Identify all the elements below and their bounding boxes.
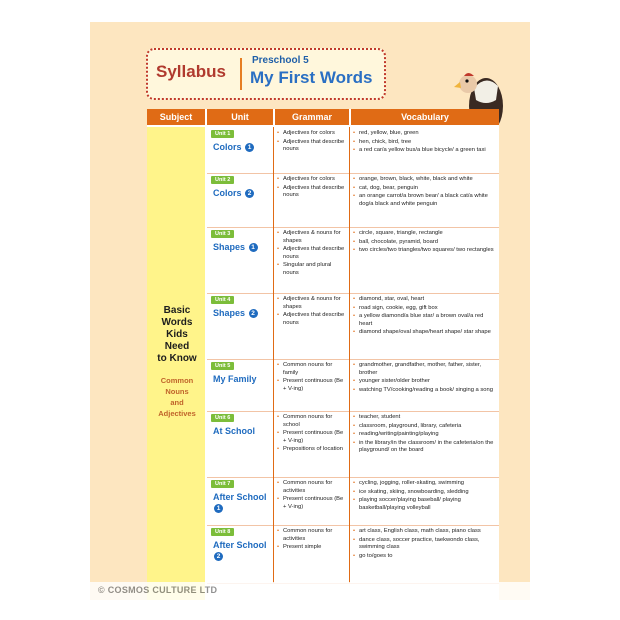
vocabulary-list (353, 230, 497, 256)
grammar-item: • Adjectives & nouns for shapes (277, 230, 347, 245)
vocabulary-item: • go to/goes to (353, 553, 497, 561)
vocabulary-list (353, 176, 497, 209)
grammar-item: • Adjectives & nouns for shapes (277, 296, 347, 311)
header-grammar: Grammar (275, 109, 349, 125)
grammar-list (277, 362, 347, 394)
column-divider (273, 173, 274, 227)
unit-name (213, 374, 257, 385)
vocabulary-item: • in the library/in the classroom/ in the cafeteria/on the playground/ on the board (353, 440, 497, 455)
vocabulary-item: • diamond shape/oval shape/heart shape/ star shape (353, 329, 497, 337)
column-divider (349, 227, 350, 293)
vocabulary-item: • circle, square, triangle, rectangle (353, 230, 497, 238)
vocabulary-item: • cycling, jogging, roller-skating, swimming (353, 480, 497, 488)
unit-cell (207, 411, 273, 477)
unit-name (213, 426, 255, 437)
unit-row (207, 411, 499, 478)
vocabulary-list (353, 362, 497, 395)
unit-name-text: After School (213, 540, 267, 550)
vocabulary-item: • grandmother, grandfather, mother, father, sister, brother (353, 362, 497, 377)
vocabulary-item: • art class, English class, math class, piano class (353, 528, 497, 536)
column-divider (273, 477, 274, 525)
column-divider (273, 359, 274, 411)
column-divider (273, 127, 274, 173)
unit-row (207, 477, 499, 526)
unit-tag: Unit 1 (211, 130, 234, 138)
vocabulary-item: • teacher, student (353, 414, 497, 422)
vocabulary-list (353, 414, 497, 456)
unit-name (213, 492, 273, 514)
grammar-list (277, 528, 347, 553)
column-divider (349, 411, 350, 477)
unit-name-text: After School (213, 492, 267, 502)
column-divider (349, 359, 350, 411)
copyright-text: © COSMOS CULTURE LTD (98, 585, 218, 595)
column-divider (349, 173, 350, 227)
column-divider (349, 477, 350, 525)
unit-name (213, 188, 254, 199)
header-unit: Unit (207, 109, 273, 125)
grammar-item: • Present continuous (Be + V-ing) (277, 430, 347, 445)
unit-tag: Unit 8 (211, 528, 234, 536)
vocabulary-item: • two circles/two triangles/two squares/ two rectangles (353, 247, 497, 255)
unit-cell (207, 525, 273, 583)
vocabulary-item: • younger sister/older brother (353, 378, 497, 386)
vocabulary-item: • hen, chick, bird, tree (353, 139, 497, 147)
syllabus-page (90, 22, 530, 600)
unit-number-badge: 2 (214, 552, 223, 561)
unit-name-text: Shapes (213, 308, 246, 318)
grammar-list (277, 414, 347, 455)
unit-tag: Unit 6 (211, 414, 234, 422)
grammar-item: • Adjectives for colors (277, 176, 347, 184)
column-divider (273, 525, 274, 583)
syllabus-table (147, 109, 499, 600)
grammar-item: • Common nouns for activities (277, 528, 347, 543)
unit-tag: Unit 7 (211, 480, 234, 488)
unit-tag: Unit 3 (211, 230, 234, 238)
unit-name-text: My Family (213, 374, 257, 384)
unit-name (213, 142, 254, 153)
unit-tag: Unit 5 (211, 362, 234, 370)
column-divider (273, 227, 274, 293)
grammar-list (277, 296, 347, 328)
unit-name (213, 242, 258, 253)
unit-cell (207, 127, 273, 173)
unit-name (213, 308, 258, 319)
badge-divider (240, 58, 242, 90)
vocabulary-item: • ball, chocolate, pyramid, board (353, 239, 497, 247)
unit-row (207, 525, 499, 584)
column-divider (273, 411, 274, 477)
unit-name-text: At School (213, 426, 255, 436)
unit-row (207, 127, 499, 174)
unit-number-badge: 1 (245, 143, 254, 152)
grammar-list (277, 176, 347, 201)
unit-name-text: Colors (213, 188, 242, 198)
unit-cell (207, 477, 273, 525)
grammar-item: • Common nouns for activities (277, 480, 347, 495)
unit-number-badge: 2 (249, 309, 258, 318)
column-divider (349, 293, 350, 359)
grammar-item: • Adjectives that describe nouns (277, 139, 347, 154)
unit-row (207, 293, 499, 360)
grammar-item: • Prepositions of location (277, 446, 347, 454)
header-vocabulary: Vocabulary (351, 109, 499, 125)
subject-subtitle: Common Nouns and Adjectives (158, 376, 196, 418)
vocabulary-item: • road sign, cookie, egg, gift box (353, 305, 497, 313)
unit-tag: Unit 2 (211, 176, 234, 184)
unit-number-badge: 1 (214, 504, 223, 513)
vocabulary-item: • an orange carrot/a brown bear/ a black cat/a white dog/a black and white penguin (353, 193, 497, 208)
vocabulary-list (353, 296, 497, 338)
vocabulary-item: • cat, dog, bear, penguin (353, 185, 497, 193)
unit-row (207, 173, 499, 228)
vocabulary-item: • playing soccer/playing baseball/ playing basketball/playing volleyball (353, 497, 497, 512)
vocabulary-item: • classroom, playground, library, cafeteria (353, 423, 497, 431)
syllabus-label: Syllabus (156, 62, 226, 81)
grammar-item: • Common nouns for family (277, 362, 347, 377)
grammar-list (277, 230, 347, 278)
grammar-list (277, 480, 347, 512)
unit-cell (207, 173, 273, 227)
vocabulary-item: • orange, brown, black, white, black and white (353, 176, 497, 184)
unit-cell (207, 293, 273, 359)
unit-name-text: Colors (213, 142, 242, 152)
vocabulary-list (353, 130, 497, 156)
grammar-item: • Singular and plural nouns (277, 262, 347, 277)
grammar-item: • Present simple (277, 544, 347, 552)
unit-cell (207, 359, 273, 411)
unit-number-badge: 2 (245, 189, 254, 198)
vocabulary-list (353, 480, 497, 513)
header-subject: Subject (147, 109, 205, 125)
unit-row (207, 359, 499, 412)
vocabulary-item: • dance class, soccer practice, taekwondo class, swimming class (353, 537, 497, 552)
grammar-item: • Present continuous (Be + V-ing) (277, 378, 347, 393)
copyright-banner (90, 582, 530, 600)
grammar-item: • Adjectives that describe nouns (277, 246, 347, 261)
unit-number-badge: 1 (249, 243, 258, 252)
vocabulary-list (353, 528, 497, 561)
title-badge (146, 48, 386, 100)
vocabulary-item: • ice skating, skiing, snowboarding, sledding (353, 489, 497, 497)
unit-name-text: Shapes (213, 242, 246, 252)
grammar-item: • Adjectives that describe nouns (277, 185, 347, 200)
unit-tag: Unit 4 (211, 296, 234, 304)
grammar-list (277, 130, 347, 155)
column-divider (273, 293, 274, 359)
unit-cell (207, 227, 273, 293)
unit-name (213, 540, 273, 562)
column-divider (349, 127, 350, 173)
subject-column (147, 127, 205, 600)
vocabulary-item: • a yellow diamond/a blue star/ a brown oval/a red heart (353, 313, 497, 328)
level-label: Preschool 5 (252, 55, 309, 66)
grammar-item: • Present continuous (Be + V-ing) (277, 496, 347, 511)
subject-title: Basic Words Kids Need to Know (157, 305, 197, 364)
unit-row (207, 227, 499, 294)
vocabulary-item: • diamond, star, oval, heart (353, 296, 497, 304)
book-title: My First Words (250, 68, 373, 87)
grammar-item: • Adjectives for colors (277, 130, 347, 138)
column-divider (349, 525, 350, 583)
vocabulary-item: • reading/writing/painting/playing (353, 431, 497, 439)
vocabulary-item: • red, yellow, blue, green (353, 130, 497, 138)
grammar-item: • Common nouns for school (277, 414, 347, 429)
grammar-item: • Adjectives that describe nouns (277, 312, 347, 327)
vocabulary-item: • watching TV/cooking/reading a book/ singing a song (353, 387, 497, 395)
vocabulary-item: • a red car/a yellow bus/a blue bicycle/ a green taxi (353, 147, 497, 155)
